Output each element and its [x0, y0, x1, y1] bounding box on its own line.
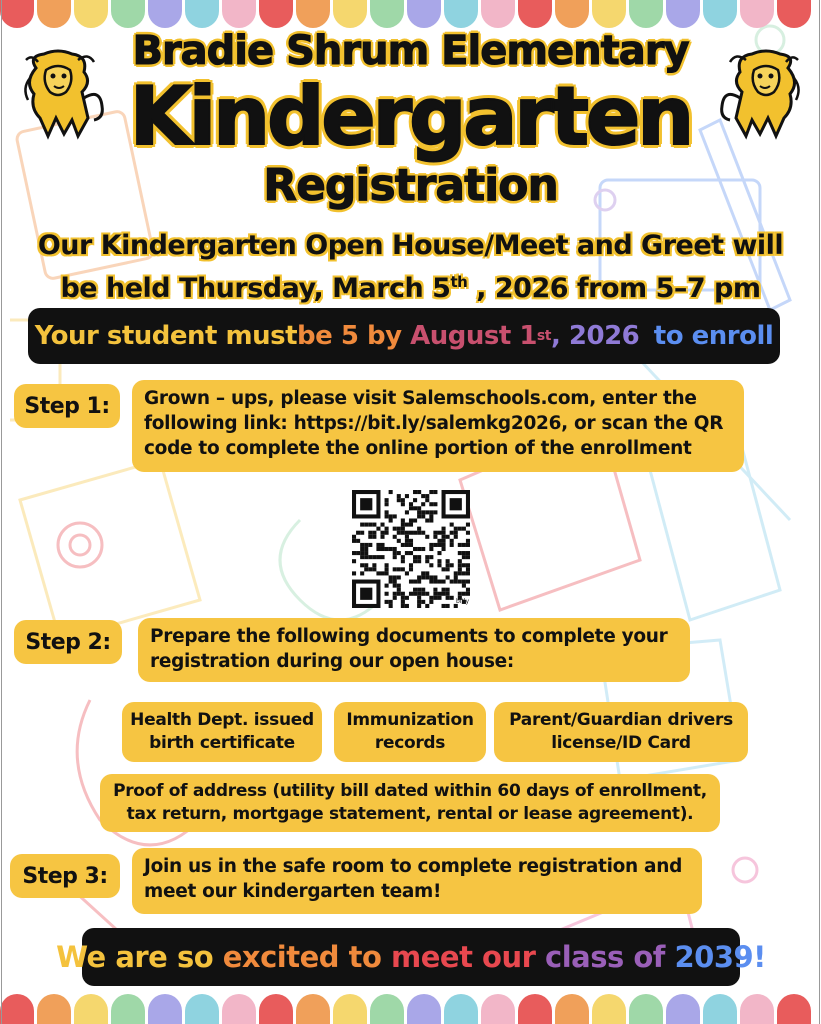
scallop-decoration [370, 994, 404, 1024]
step2-text: Prepare the following documents to complete your registration during our open house: [138, 618, 690, 682]
banner-text: Your student must [34, 321, 298, 351]
scallop-decoration [0, 994, 34, 1024]
scallop-decoration [518, 0, 552, 28]
scallop-decoration [296, 0, 330, 28]
scallop-decoration [740, 0, 774, 28]
scallop-decoration [777, 0, 811, 28]
scallop-decoration [185, 0, 219, 28]
scallop-decoration [703, 0, 737, 28]
scallop-decoration [592, 0, 626, 28]
document-proof-of-address: Proof of address (utility bill dated within 60 days of enrollment, tax return, mortgage statement, rental or lease agreement). [100, 774, 720, 832]
scallop-decoration [333, 0, 367, 28]
scallop-decoration [37, 0, 71, 28]
scallop-decoration [555, 0, 589, 28]
qr-caption: bitly [456, 598, 470, 605]
page-subtitle: Registration [263, 160, 558, 211]
page-title: Kindergarten [129, 70, 692, 163]
scallop-decoration [407, 0, 441, 28]
open-house-time: , 2026 from 5–7 pm [467, 273, 761, 304]
scallop-decoration [296, 994, 330, 1024]
banner-text: st [536, 328, 551, 344]
scallop-decoration [629, 994, 663, 1024]
scallop-decoration [592, 994, 626, 1024]
scallop-decoration [74, 0, 108, 28]
open-house-date: be held Thursday, March 5 [60, 273, 451, 304]
scallop-decoration [444, 0, 478, 28]
scallop-decoration [0, 0, 34, 28]
scallop-decoration [666, 994, 700, 1024]
scallop-decoration [481, 0, 515, 28]
closing-banner [56, 928, 766, 986]
scallop-decoration [74, 994, 108, 1024]
scallop-decoration [370, 0, 404, 28]
document-immunization: Immunization records [334, 702, 486, 762]
banner-text: August 1 [410, 321, 537, 351]
scallop-decoration [259, 0, 293, 28]
document-birth-certificate: Health Dept. issued birth certificate [122, 702, 322, 762]
banner-text: 2039! [674, 940, 766, 974]
scallop-decoration [111, 0, 145, 28]
scallop-decoration [777, 994, 811, 1024]
banner-text: , 2026 [550, 321, 648, 351]
scallop-decoration [37, 994, 71, 1024]
banner-text: meet our [391, 940, 545, 974]
bottom-scallop-border [0, 990, 821, 1024]
document-id-card: Parent/Guardian drivers license/ID Card [494, 702, 748, 762]
age-requirement-banner [28, 308, 780, 364]
banner-text: to enroll [653, 321, 774, 351]
scallop-decoration [703, 994, 737, 1024]
step1-text: Grown – ups, please visit Salemschools.com, enter the following link: https://bit.ly/salemkg2026, or scan the QR code to complete the online portion of the enrollment [132, 380, 744, 472]
scallop-decoration [629, 0, 663, 28]
scallop-decoration [148, 994, 182, 1024]
scallop-decoration [444, 994, 478, 1024]
banner-text: excited to [222, 940, 392, 974]
scallop-decoration [222, 0, 256, 28]
banner-text: class of [545, 940, 675, 974]
step2-label: Step 2: [14, 620, 122, 664]
scallop-decoration [148, 0, 182, 28]
scallop-decoration [222, 994, 256, 1024]
scallop-decoration [185, 994, 219, 1024]
scallop-decoration [111, 994, 145, 1024]
step1-label: Step 1: [14, 384, 120, 428]
open-house-info [20, 228, 801, 307]
scallop-decoration [518, 994, 552, 1024]
banner-text: We are so [56, 940, 223, 974]
school-name: Bradie Shrum Elementary [132, 28, 689, 74]
scallop-decoration [555, 994, 589, 1024]
date-suffix: th [450, 273, 468, 291]
banner-text: be 5 by [297, 321, 411, 351]
open-house-line2 [20, 264, 801, 307]
scallop-decoration [333, 994, 367, 1024]
open-house-line1: Our Kindergarten Open House/Meet and Greet will [37, 230, 784, 261]
scallop-decoration [259, 994, 293, 1024]
scallop-decoration [666, 0, 700, 28]
scallop-decoration [407, 994, 441, 1024]
step3-label: Step 3: [10, 854, 120, 898]
scallop-decoration [740, 994, 774, 1024]
step3-text: Join us in the safe room to complete registration and meet our kindergarten team! [132, 848, 702, 914]
scallop-decoration [481, 994, 515, 1024]
qr-code-icon[interactable] [352, 490, 470, 608]
